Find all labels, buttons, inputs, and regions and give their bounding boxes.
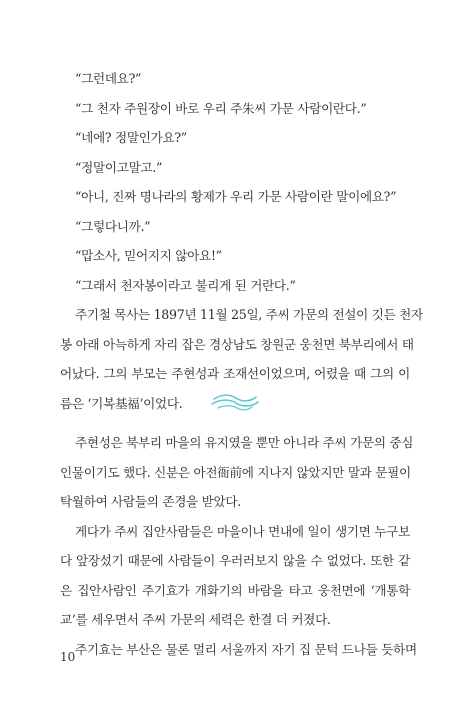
lower-text-block <box>60 428 417 664</box>
paragraph-line: 게다가 주씨 집안사람들은 마을이나 면내에 일이 생기면 누구보 <box>75 523 410 539</box>
paragraph-line: 름은 ‘기복基福’이었다. <box>60 395 183 411</box>
dialogue-line: “네에? 정말인가요?” <box>75 130 187 145</box>
dialogue-line: “정말이고말고.” <box>75 159 163 175</box>
paragraph-line: 주기효는 부산은 물론 멀리 서울까지 자기 집 문턱 드나들 듯하며 <box>75 641 417 657</box>
dialogue-line: “그런데요?” <box>75 71 142 86</box>
paragraph-line: 다 앞장섰기 때문에 사람들이 우러러보지 않을 수 없었다. 또한 같 <box>60 553 410 568</box>
dialogue-block <box>60 64 423 418</box>
paragraph-line: 주현성은 북부리 마을의 유지였을 뿐만 아니라 주씨 가문의 중심 <box>75 435 414 450</box>
paragraph-line: 은 집안사람인 주기효가 개화기의 바람을 타고 웅천면에 ‘개통학 <box>60 582 410 598</box>
paragraph-line: 봉 아래 아늑하게 자리 잡은 경상남도 창원군 웅천면 북부리에서 태 <box>60 336 414 352</box>
paragraph-line: 어났다. 그의 부모는 주현성과 조재선이었으며, 어렸을 때 그의 이 <box>60 366 410 381</box>
paragraph-family <box>60 517 410 635</box>
paragraph-line: 주기철 목사는 1897년 11월 25일, 주씨 가문의 전설이 깃든 천자 <box>75 307 423 322</box>
dialogue-line: “그래서 천자봉이라고 불리게 된 거란다.” <box>75 277 296 293</box>
wave-ornament-icon <box>210 391 260 413</box>
paragraph-line: 교’를 세우면서 주씨 가문의 세력은 한결 더 커졌다. <box>60 612 331 627</box>
paragraph-line: 탁월하여 사람들의 존경을 받았다. <box>60 494 241 509</box>
dialogue-line: “그렇다니까.” <box>75 218 151 234</box>
dialogue-line: “맙소사, 믿어지지 않아요!” <box>75 248 222 263</box>
dialogue-line: “그 천자 주원장이 바로 우리 주朱씨 가문 사람이란다.” <box>75 100 367 116</box>
page-number: 10 <box>60 650 76 664</box>
paragraph-line: 인물이기도 했다. 신분은 아전衙前에 지나지 않았지만 말과 문필이 <box>60 464 411 480</box>
dialogue-line: “아니, 진짜 명나라의 황제가 우리 가문 사람이란 말이에요?” <box>75 189 397 204</box>
paragraph-kihyo <box>60 635 417 665</box>
paragraph-father <box>60 428 414 517</box>
